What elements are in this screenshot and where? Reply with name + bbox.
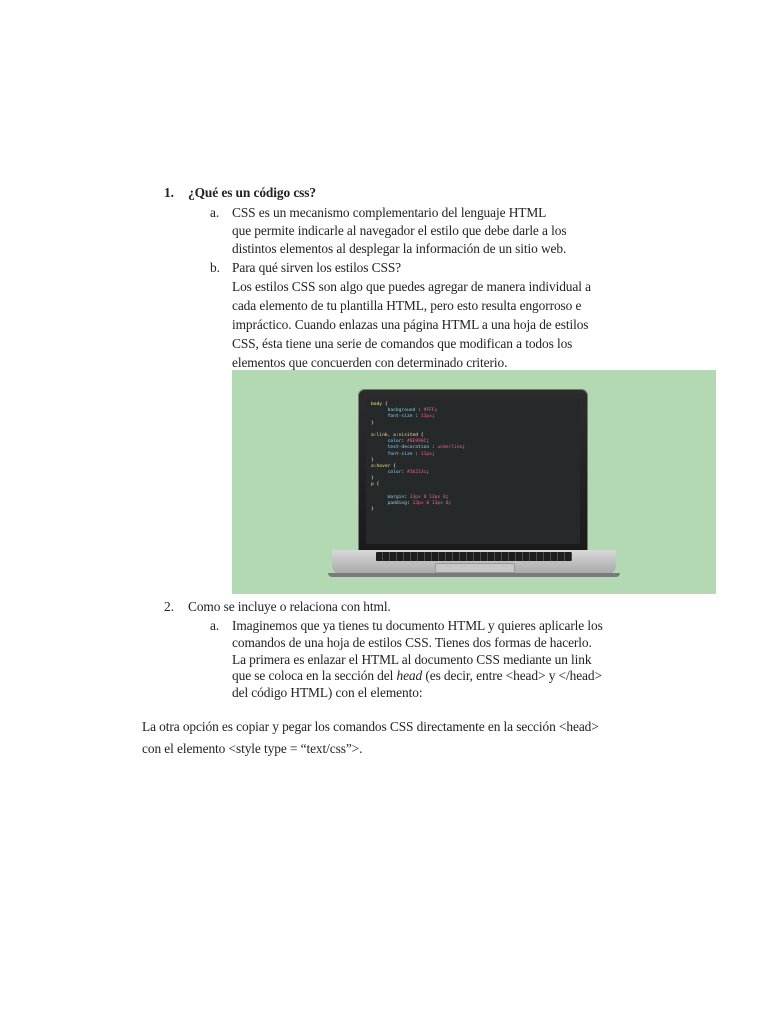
laptop-base: [332, 550, 616, 575]
code-token: :: [401, 439, 407, 445]
code-token: ;: [462, 445, 466, 451]
code-token: padding: [371, 501, 407, 506]
code-token: 13px 0 13px 0: [412, 501, 449, 506]
q1-a-line: que permite indicarle al navegador el estilo que debe darle a los: [232, 223, 567, 238]
code-token: #FFF: [423, 408, 435, 414]
q1-b-line: elementos que concuerden con determinado criterio.: [232, 355, 508, 370]
code-token: color: [371, 439, 402, 445]
code-token: :: [429, 445, 438, 451]
code-token: {: [373, 482, 380, 488]
code-token: #8E990C: [406, 439, 427, 445]
code-token: }: [371, 420, 374, 426]
code-line: [371, 507, 575, 513]
code-token: ;: [448, 501, 452, 506]
code-token: a:hover: [371, 463, 391, 469]
q2-a-line: del código HTML) con el elemento:: [232, 685, 423, 700]
code-token: ;: [445, 494, 449, 500]
q1-b-marker: b.: [210, 260, 220, 275]
q1-number: 1.: [164, 185, 174, 200]
code-token: background: [371, 408, 416, 414]
q1-b-line: Los estilos CSS son algo que puedes agregar de manera individual a: [232, 279, 591, 294]
q2-a-line: comandos de una hoja de estilos CSS. Tienes dos formas de hacerlo.: [232, 635, 592, 650]
code-token: a:link, a:visited: [371, 432, 419, 438]
trackpad: [435, 563, 515, 573]
code-token: :: [401, 470, 407, 476]
code-token: }: [371, 507, 374, 513]
code-token: :: [412, 414, 421, 420]
code-token: body: [371, 402, 383, 407]
code-token: ;: [426, 470, 430, 476]
keyboard: [376, 552, 572, 561]
q2-a-line4-pre: que se coloca en la sección del: [232, 668, 397, 683]
code-token: ;: [434, 408, 438, 414]
code-token: 13px 0 13px 0: [409, 494, 446, 500]
code-token: margin: [371, 494, 405, 500]
code-token: text-decoration: [371, 445, 430, 451]
closing-line: La otra opción es copiar y pegar los comandos CSS directamente en la sección <head>: [142, 719, 599, 734]
code-token: :: [404, 494, 410, 500]
code-token: {: [382, 402, 388, 407]
q1-b-line: CSS, ésta tiene una serie de comandos que modifican a todos los: [232, 336, 573, 351]
code-token: ;: [426, 439, 430, 445]
code-token: color: [371, 470, 402, 476]
q2-a-line: Imaginemos que ya tienes tu documento HTML y quieres aplicarle los: [232, 618, 603, 633]
code-token: ;: [431, 451, 435, 457]
code-token: }: [371, 476, 374, 482]
q1-b-line: Para qué sirven los estilos CSS?: [232, 260, 402, 275]
q2-a-line4-post: (es decir, entre <head> y </head>: [422, 668, 602, 683]
code-token: ;: [431, 414, 435, 420]
css-laptop-image: [232, 370, 716, 594]
laptop-base-edge: [328, 573, 620, 577]
q2-title: Como se incluye o relaciona con html.: [188, 599, 391, 614]
code-token: underline: [437, 445, 463, 451]
q1-b-line: impráctico. Cuando enlazas una página HTML a una hoja de estilos: [232, 317, 589, 332]
laptop-lid: [358, 389, 588, 551]
code-token: p: [371, 482, 374, 488]
q2-number: 2.: [164, 599, 174, 614]
q1-a-line: CSS es un mecanismo complementario del lenguaje HTML: [232, 205, 547, 220]
code-token: font-size: [371, 451, 413, 457]
q1-a-marker: a.: [210, 205, 220, 220]
laptop-screen: [366, 399, 580, 544]
q1-b-line: cada elemento de tu plantilla HTML, pero esto resulta engorroso e: [232, 298, 582, 313]
q1-title: ¿Qué es un código css?: [188, 185, 316, 200]
code-token: #3b213c: [406, 470, 427, 476]
q2-a-line: La primera es enlazar el HTML al documento CSS mediante un link: [232, 652, 592, 667]
q2-a-marker: a.: [210, 618, 220, 633]
code-token: {: [390, 463, 396, 469]
code-token: }: [371, 457, 374, 463]
code-token: :: [415, 408, 424, 414]
code-token: font-size: [371, 414, 413, 420]
code-token: :: [406, 501, 413, 506]
q2-a-line4-head: head: [396, 668, 423, 683]
code-token: {: [418, 432, 424, 438]
closing-line: con el elemento <style type = “text/css”>.: [142, 741, 363, 756]
code-token: :: [412, 451, 421, 457]
code-token: 11px: [420, 451, 432, 457]
code-token: 13px: [420, 414, 432, 420]
q1-a-line: distintos elementos al desplegar la información de un sitio web.: [232, 241, 567, 256]
